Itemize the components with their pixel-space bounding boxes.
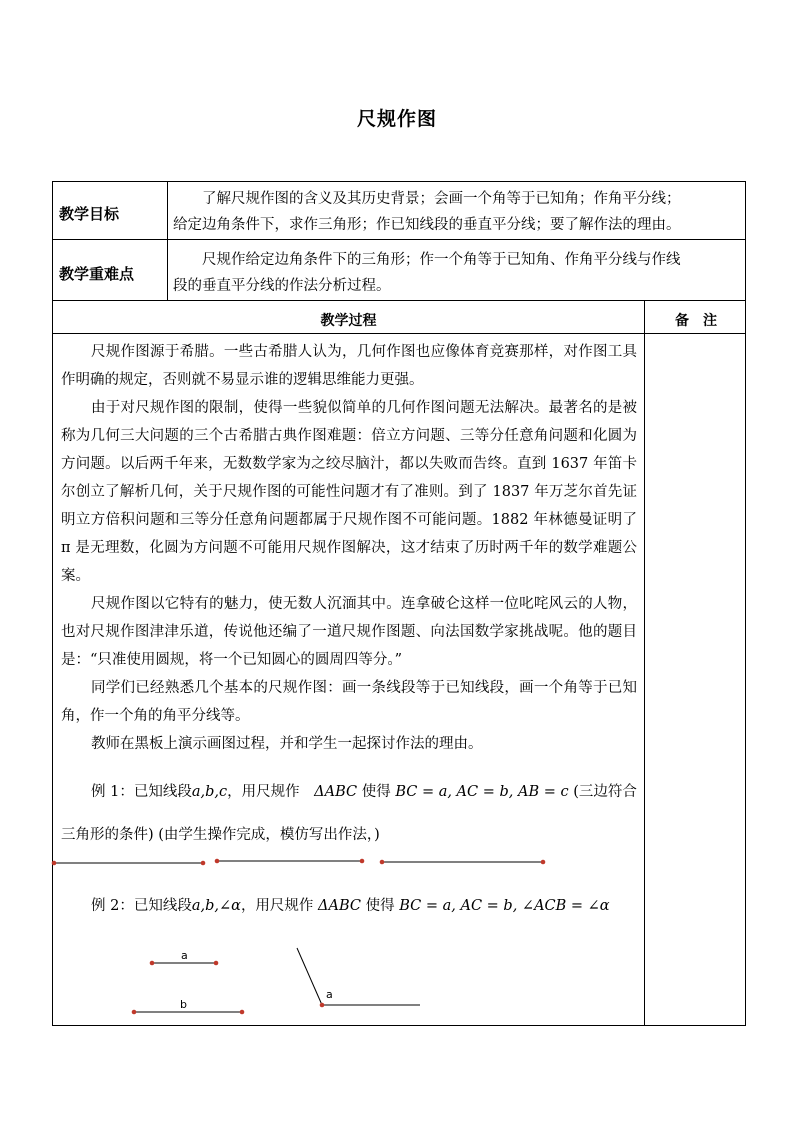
example-2-prefix: 例 2：已知线段 — [91, 898, 192, 914]
paragraph-basics: 同学们已经熟悉几个基本的尺规作图：画一条线段等于已知线段，画一个角等于已知角，作一个角的角平分线等。 — [61, 680, 637, 724]
remark-header: 备 注 — [675, 313, 717, 329]
process-header: 教学过程 — [320, 313, 377, 329]
endpoint — [214, 961, 219, 966]
endpoint — [360, 859, 365, 864]
example-1-mid: ，用尺规作 — [227, 784, 315, 800]
example-2-triangle: ΔABC — [318, 898, 362, 914]
example-2-given: a,b,∠α — [191, 898, 241, 914]
paragraph-origin: 尺规作图源于希腊。一些古希腊人认为，几何作图也应像体育竞赛那样，对作图工具作明确的规定，否则就不易显示谁的逻辑思维能力更强。 — [61, 344, 637, 388]
angle-label: a — [326, 988, 333, 1001]
endpoint — [132, 1010, 137, 1015]
difficulty-line-2: 段的垂直平分线的作法分析过程。 — [173, 278, 391, 294]
paragraph-teacher: 教师在黑板上演示画图过程，并和学生一起探讨作法的理由。 — [91, 736, 483, 752]
page-title: 尺规作图 — [356, 108, 437, 130]
endpoint — [240, 1010, 245, 1015]
goals-line-2: 给定边角条件下，求作三角形；作已知线段的垂直平分线；要了解作法的理由。 — [173, 217, 681, 233]
difficulty-line-1: 尺规作给定边角条件下的三角形；作一个角等于已知角、作角平分线与作线 — [202, 252, 681, 268]
paragraph-napoleon: 尺规作图以它特有的魅力，使无数人沉湎其中。连拿破仑这样一位叱咤风云的人物，也对尺规作图津津乐道，传说他还编了一道尺规作图题、向法国数学家挑战呢。他的题目是：“只准使用圆规，将一个已知圆心的圆周四等分。” — [61, 596, 637, 668]
endpoint — [52, 861, 57, 866]
difficulty-label: 教学重难点 — [59, 265, 135, 283]
angle-vertex — [320, 1003, 325, 1008]
endpoint — [215, 859, 220, 864]
goals-line-1: 了解尺规作图的含义及其历史背景；会画一个角等于已知角；作角平分线； — [202, 191, 681, 207]
endpoint — [380, 860, 385, 865]
paragraph-history: 由于对尺规作图的限制，使得一些貌似简单的几何作图问题无法解决。最著名的是被称为几何三大问题的三个古希腊古典作图难题：倍立方问题、三等分任意角问题和化圆为方问题。以后两千年来，无数数学家为之绞尽脑汁，都以失败而告终。直到 1637 年笛卡尔创立了解析几何，关于尺规作图的可能性问题才有了准则。到了 1837 年万芝尔首先证明立方倍积问题和三等分任意角问题都属于尺规作图不可能问题。1882 年林德曼证明了 π 是无理数，化圆为方问题不可能用尺规作图解决，这才结束了历时两千年的数学难题公案。 — [61, 400, 637, 584]
segment-a-label: a — [181, 949, 188, 962]
example-2-such: 使得 — [361, 898, 400, 914]
example-1-given: a,b,c — [191, 784, 228, 800]
example-1-triangle: ΔABC — [314, 784, 358, 800]
endpoint — [201, 861, 206, 866]
endpoint — [541, 860, 546, 865]
example-1-suffix: (三边符合 — [568, 784, 637, 800]
angle-ray-1 — [297, 948, 322, 1005]
example-1-such: 使得 — [357, 784, 396, 800]
example-1-segments — [52, 859, 546, 866]
example-1-condition: BC = a, AC = b, AB = c — [395, 784, 569, 800]
example-2-mid: ，用尺规作 — [240, 898, 319, 914]
example-1-continuation: 三角形的条件) (由学生操作完成，模仿写出作法，) — [61, 827, 380, 843]
example-2-condition: BC = a, AC = b, ∠ACB = ∠α — [399, 898, 610, 914]
example-2-figures — [132, 948, 420, 1014]
example-1-prefix: 例 1：已知线段 — [91, 784, 192, 800]
goals-label: 教学目标 — [59, 205, 120, 223]
endpoint — [150, 961, 155, 966]
segment-b-label: b — [180, 998, 187, 1011]
